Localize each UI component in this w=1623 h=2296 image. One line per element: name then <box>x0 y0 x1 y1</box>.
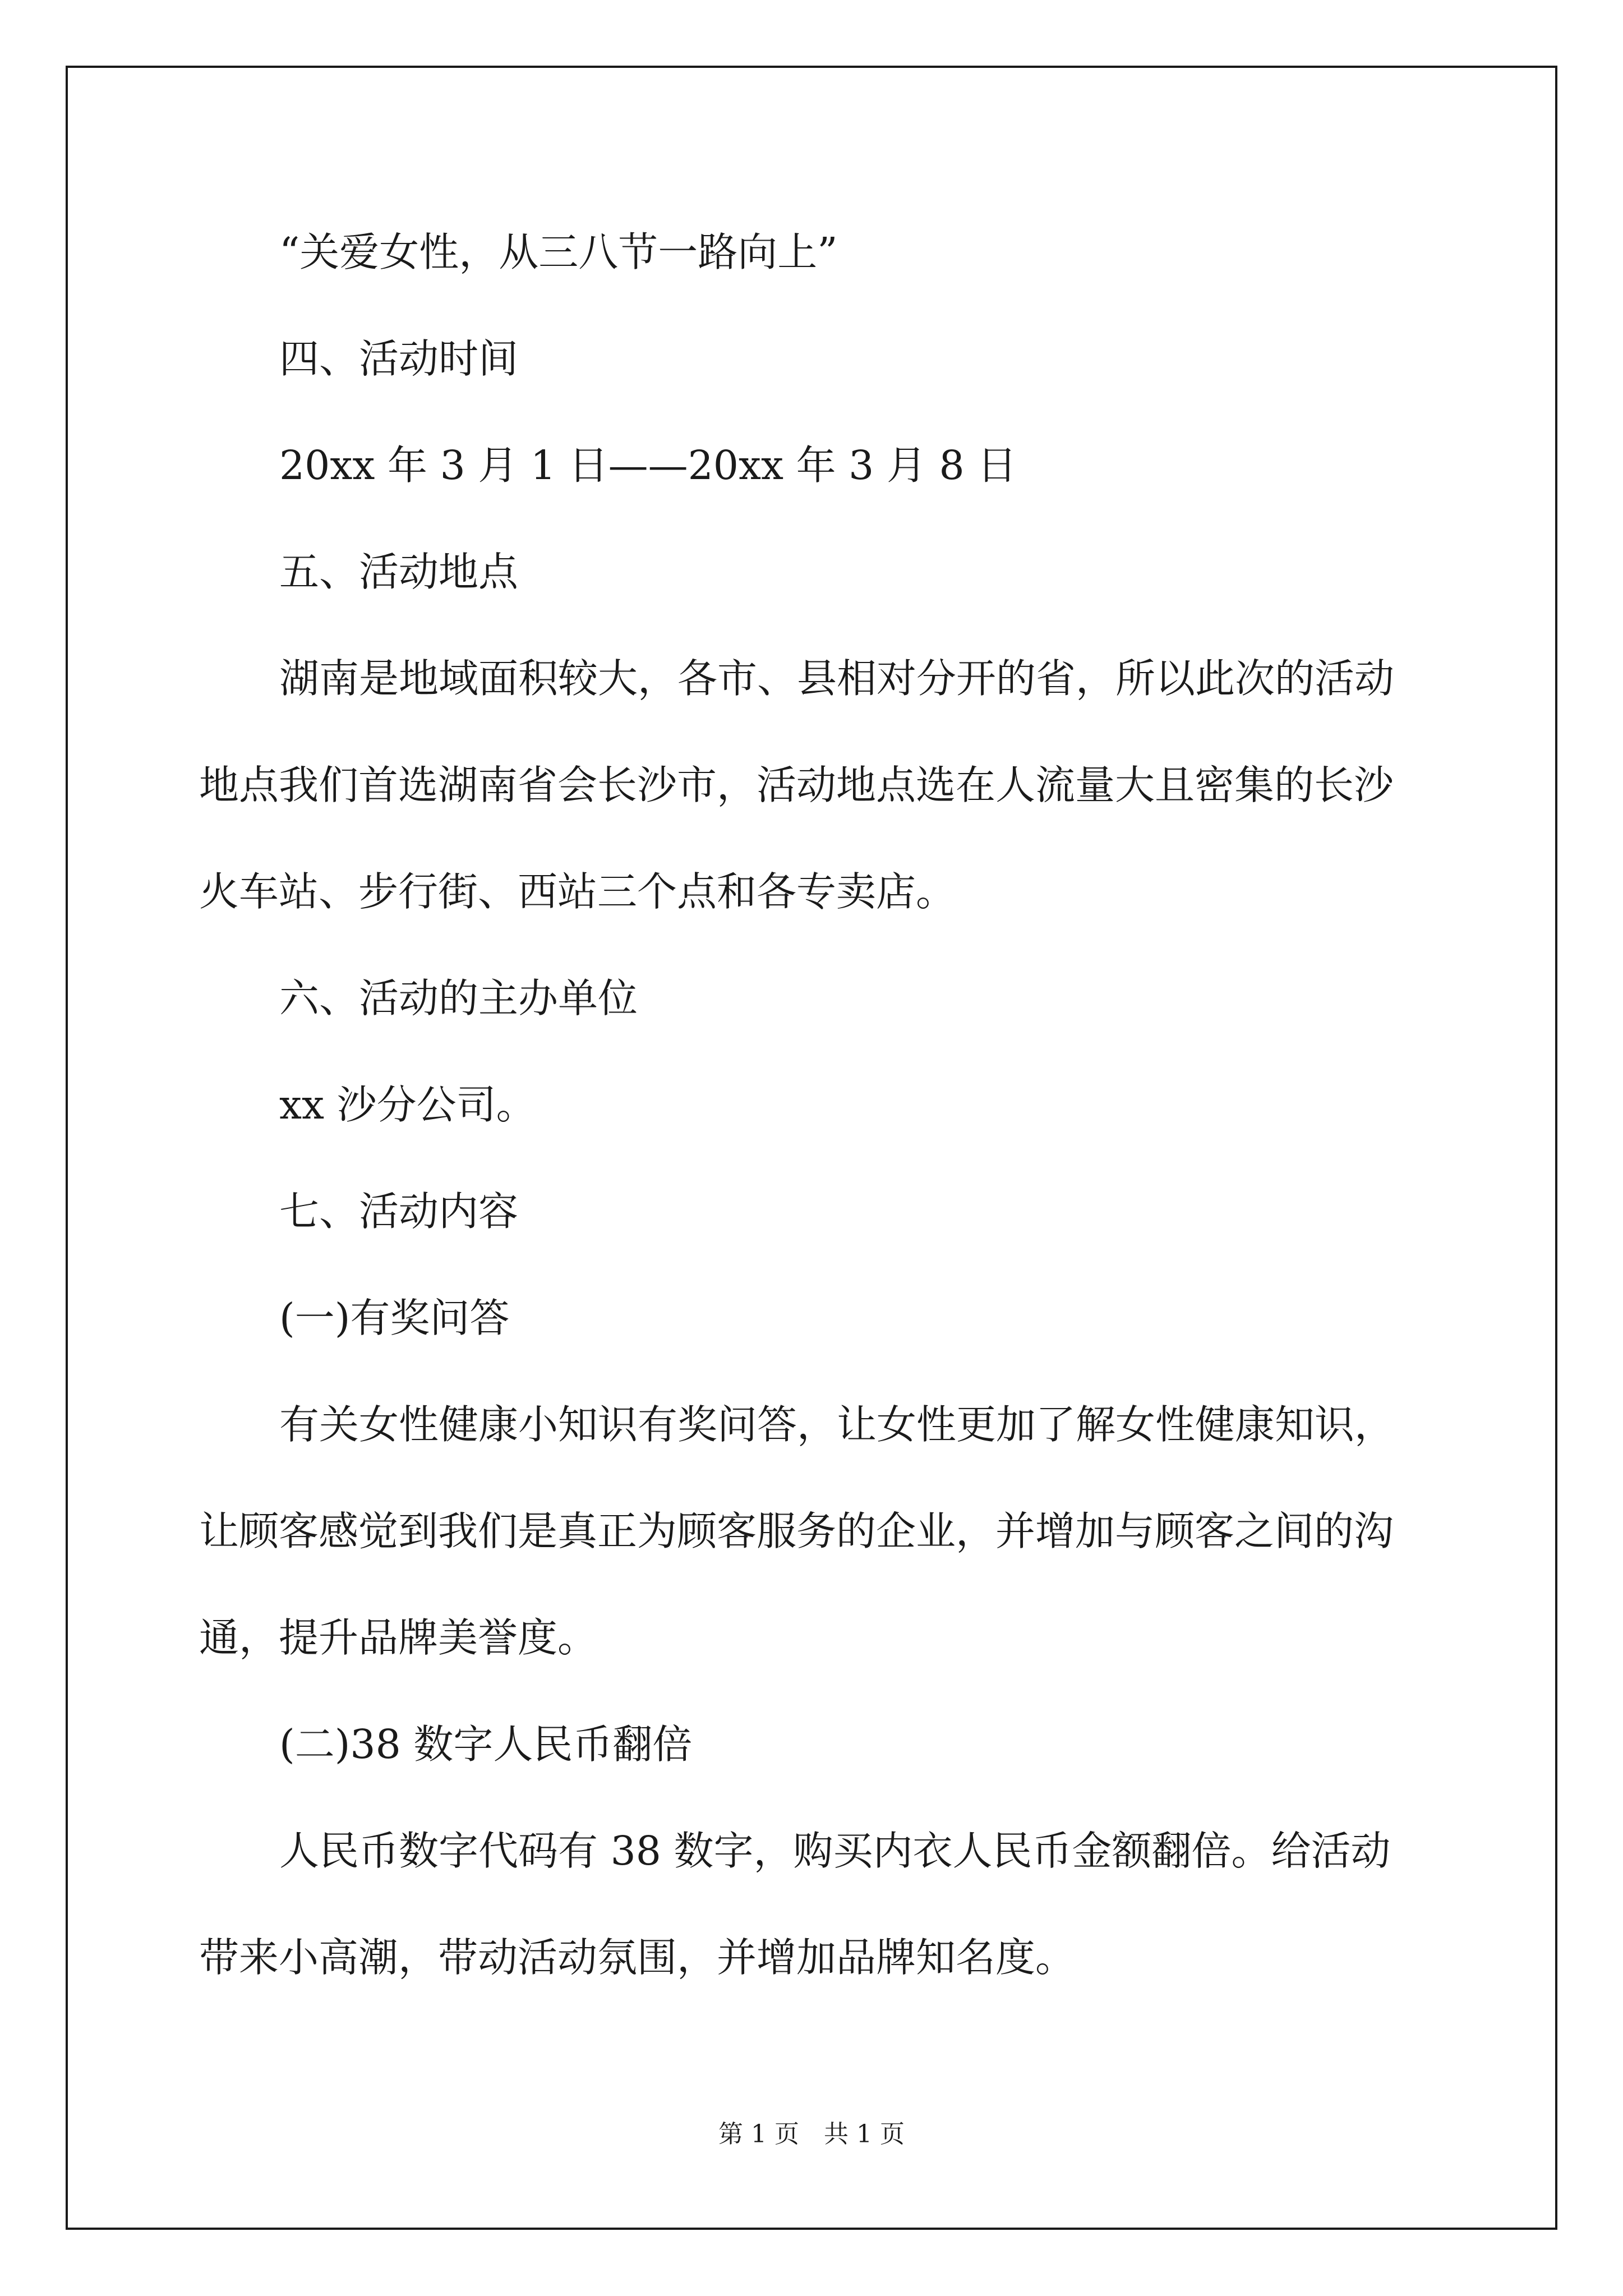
location-paragraph: 湖南是地域面积较大，各市、县相对分开的省，所以此次的活动地点我们首选湖南省会长沙市，活动地点选在人流量大且密集的长沙火车站、步行街、西站三个点和各专卖店。 <box>199 655 1395 915</box>
time-paragraph: 20xx 年 3 月 1 日——20xx 年 3 月 8 日 <box>279 442 1017 489</box>
section-heading-location: 五、活动地点 <box>279 549 519 595</box>
section-heading-time: 四、活动时间 <box>279 335 519 382</box>
subheading-quiz: (一)有奖问答 <box>279 1295 510 1341</box>
quiz-paragraph: 有关女性健康小知识有奖问答，让女性更加了解女性健康知识，让顾客感觉到我们是真正为顾客服务的企业，并增加与顾客之间的沟通，提升品牌美誉度。 <box>199 1401 1395 1661</box>
organizer-paragraph: xx 沙分公司。 <box>279 1082 536 1128</box>
section-heading-content: 七、活动内容 <box>279 1188 519 1235</box>
slogan-paragraph: “关爱女性，从三八节一路向上” <box>279 229 838 275</box>
subheading-double: (二)38 数字人民币翻倍 <box>279 1721 693 1768</box>
section-heading-organizer: 六、活动的主办单位 <box>279 975 638 1022</box>
double-paragraph: 人民币数字代码有 38 数字，购买内衣人民币金额翻倍。给活动带来小高潮，带动活动氛围，并增加品牌知名度。 <box>199 1828 1391 1981</box>
page-footer: 第 1 页 共 1 页 <box>718 2120 905 2148</box>
